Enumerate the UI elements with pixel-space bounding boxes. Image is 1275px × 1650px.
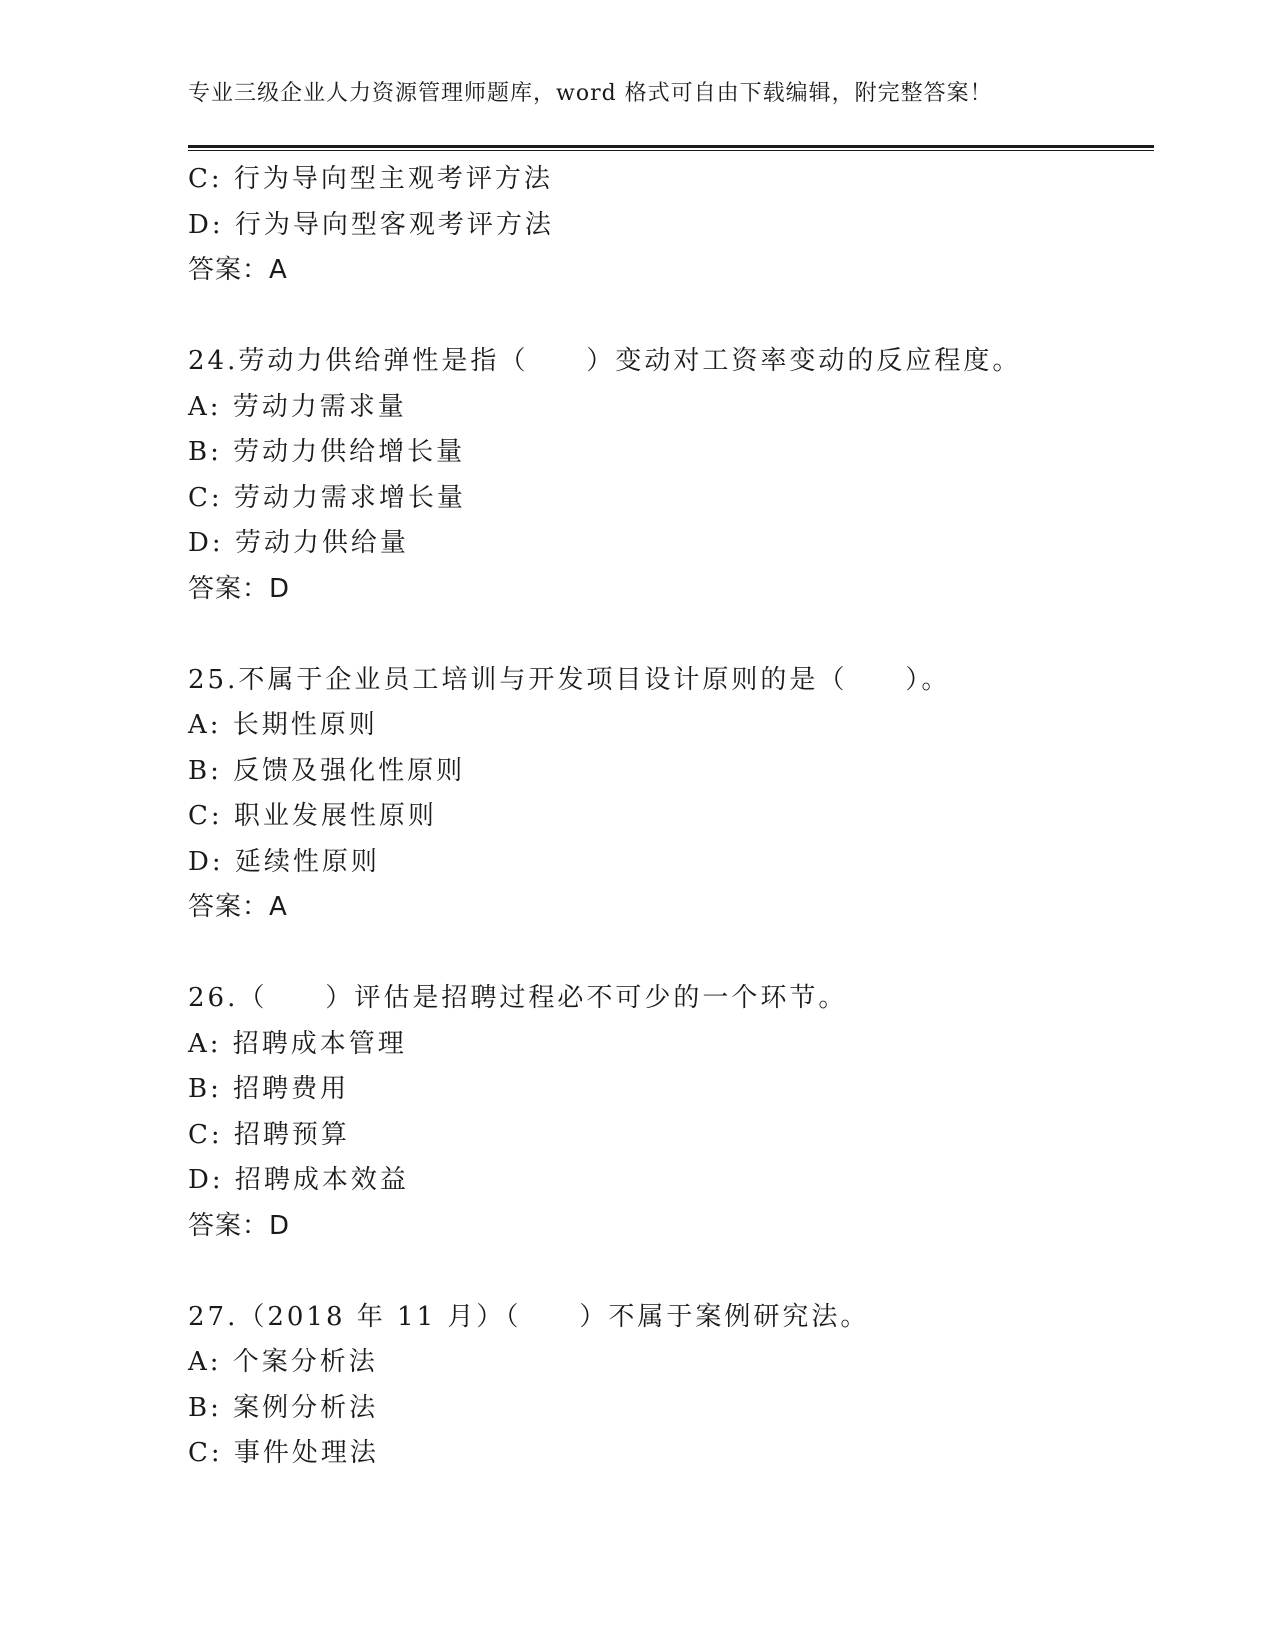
option-c: C: 招聘预算 <box>188 1119 350 1150</box>
option-d: D: 招聘成本效益 <box>188 1165 409 1195</box>
header-rule-thin <box>188 150 1154 151</box>
option-b: B: 招聘费用 <box>188 1074 350 1104</box>
option-b: B: 反馈及强化性原则 <box>188 755 466 786</box>
answer-line: 答案：D <box>188 573 291 604</box>
option-a: A: 长期性原则 <box>188 710 378 740</box>
option-c: C: 行为导向型主观考评方法 <box>188 164 553 194</box>
spacer <box>188 612 1154 658</box>
spacer <box>188 294 1154 340</box>
header-rule-thick <box>188 145 1154 148</box>
answer-line: 答案：A <box>188 892 288 922</box>
question-stem: 25.不属于企业员工培训与开发项目设计原则的是（ ）。 <box>188 664 951 695</box>
option-a: A: 劳动力需求量 <box>188 391 407 422</box>
question-stem: 27.（2018 年 11 月）（ ）不属于案例研究法。 <box>188 1301 870 1332</box>
option-a: A: 个案分析法 <box>188 1347 378 1377</box>
option-b: B: 案例分析法 <box>188 1392 379 1423</box>
option-c: C: 职业发展性原则 <box>188 801 437 831</box>
option-d: D: 劳动力供给量 <box>188 528 409 558</box>
option-a: A: 招聘成本管理 <box>188 1028 407 1059</box>
question-stem: 26.（ ）评估是招聘过程必不可少的一个环节。 <box>188 983 848 1013</box>
spacer <box>188 1249 1154 1295</box>
question-stem: 24.劳动力供给弹性是指（ ）变动对工资率变动的反应程度。 <box>188 346 1022 376</box>
answer-line: 答案：A <box>188 255 288 285</box>
question-content <box>188 157 1154 1477</box>
answer-line: 答案：D <box>188 1210 291 1241</box>
option-d: D: 延续性原则 <box>188 846 380 877</box>
page-header: 专业三级企业人力资源管理师题库，word 格式可自由下载编辑，附完整答案！ <box>188 81 993 106</box>
option-d: D: 行为导向型客观考评方法 <box>188 209 554 240</box>
option-c: C: 劳动力需求增长量 <box>188 482 466 513</box>
option-b: B: 劳动力供给增长量 <box>188 437 466 467</box>
option-c: C: 事件处理法 <box>188 1438 379 1468</box>
spacer <box>188 931 1154 977</box>
